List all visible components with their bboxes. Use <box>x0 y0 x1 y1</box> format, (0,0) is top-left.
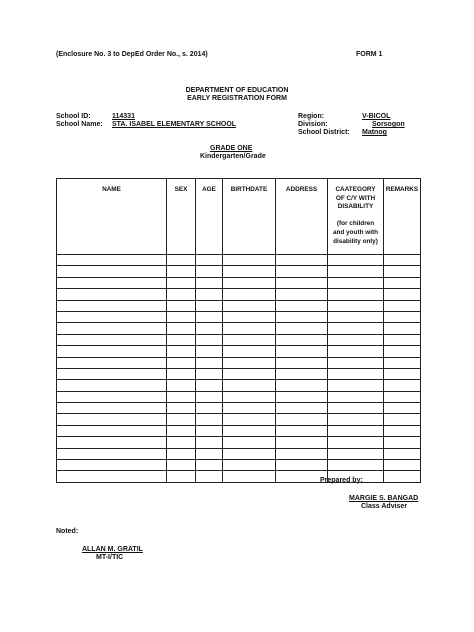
table-cell <box>196 323 223 334</box>
table-cell <box>167 357 196 368</box>
table-cell <box>167 346 196 357</box>
school-id-value: 114331 <box>112 113 135 120</box>
table-cell <box>196 437 223 448</box>
table-cell <box>223 414 276 425</box>
table-cell <box>328 323 384 334</box>
table-cell <box>196 403 223 414</box>
table-cell <box>196 414 223 425</box>
table-cell <box>196 357 223 368</box>
table-cell <box>57 448 167 459</box>
table-cell <box>328 448 384 459</box>
table-cell <box>328 334 384 345</box>
table-cell <box>276 277 328 288</box>
table-header-row <box>57 179 421 255</box>
table-row <box>57 255 421 266</box>
table-cell <box>57 334 167 345</box>
table-cell <box>276 414 328 425</box>
table-cell <box>223 266 276 277</box>
table-cell <box>196 471 223 482</box>
table-cell <box>276 323 328 334</box>
table-cell <box>276 460 328 471</box>
table-cell <box>223 300 276 311</box>
table-cell <box>328 289 384 300</box>
table-cell <box>276 334 328 345</box>
table-cell <box>196 277 223 288</box>
table-cell <box>196 346 223 357</box>
table-cell <box>384 323 421 334</box>
table-row <box>57 448 421 459</box>
noted-title: MT-I/TIC <box>96 554 124 561</box>
table-cell <box>384 346 421 357</box>
table-cell <box>276 255 328 266</box>
table-cell <box>167 425 196 436</box>
table-cell <box>223 334 276 345</box>
table-cell <box>196 448 223 459</box>
table-row <box>57 277 421 288</box>
table-cell <box>276 300 328 311</box>
table-row <box>57 437 421 448</box>
school-name-value: STA. ISABEL ELEMENTARY SCHOOL <box>112 121 237 128</box>
table-cell <box>167 471 196 482</box>
table-cell <box>328 380 384 391</box>
table-cell <box>328 414 384 425</box>
table-cell <box>223 277 276 288</box>
table-cell <box>167 403 196 414</box>
region-label: Region: <box>298 113 325 120</box>
school-id-label: School ID: <box>56 113 91 120</box>
district-value: Matnog <box>362 129 387 136</box>
table-cell <box>384 471 421 482</box>
table-cell <box>328 311 384 322</box>
table-cell <box>167 277 196 288</box>
table-cell <box>223 311 276 322</box>
table-cell <box>223 380 276 391</box>
registration-table <box>56 178 421 483</box>
table-row <box>57 425 421 436</box>
table-cell <box>167 414 196 425</box>
column-header-name: NAME <box>57 179 167 255</box>
table-cell <box>384 368 421 379</box>
table-cell <box>384 300 421 311</box>
table-cell <box>57 414 167 425</box>
prepared-by-name: MARGIE S. BANGAD <box>349 495 419 502</box>
table-cell <box>276 266 328 277</box>
table-cell <box>223 471 276 482</box>
table-row <box>57 414 421 425</box>
table-cell <box>196 334 223 345</box>
table-cell <box>57 403 167 414</box>
enclosure-note: (Enclosure No. 3 to DepEd Order No., s. 2014) <box>56 51 208 58</box>
table-cell <box>328 255 384 266</box>
prepared-by-title: Class Adviser <box>361 503 408 510</box>
table-cell <box>196 391 223 402</box>
table-cell <box>276 357 328 368</box>
table-cell <box>57 391 167 402</box>
table-cell <box>196 368 223 379</box>
column-header-disability-category: CAATEGORY OF C/Y WITH DISABILITY (for children and youth with disability only) <box>328 179 384 255</box>
table-cell <box>57 266 167 277</box>
table-cell <box>328 266 384 277</box>
table-cell <box>57 460 167 471</box>
table-cell <box>276 448 328 459</box>
table-cell <box>196 460 223 471</box>
column-header-birthdate: BIRTHDATE <box>223 179 276 255</box>
table-cell <box>276 391 328 402</box>
column-header-address: ADDRESS <box>276 179 328 255</box>
table-cell <box>328 300 384 311</box>
table-cell <box>276 289 328 300</box>
table-cell <box>167 323 196 334</box>
grade-value: GRADE ONE <box>210 145 253 152</box>
table-cell <box>328 437 384 448</box>
table-cell <box>167 334 196 345</box>
column-header-sex: SEX <box>167 179 196 255</box>
prepared-by-label: Prepared by: <box>320 477 363 484</box>
table-cell <box>57 368 167 379</box>
table-cell <box>223 255 276 266</box>
table-row <box>57 357 421 368</box>
table-cell <box>196 425 223 436</box>
table-cell <box>57 277 167 288</box>
division-value: Sorsogon <box>372 121 405 128</box>
table-row <box>57 289 421 300</box>
table-cell <box>196 380 223 391</box>
table-cell <box>384 380 421 391</box>
table-cell <box>276 368 328 379</box>
table-cell <box>167 255 196 266</box>
table-cell <box>167 289 196 300</box>
table-cell <box>223 425 276 436</box>
table-cell <box>384 266 421 277</box>
table-cell <box>384 357 421 368</box>
table-row <box>57 460 421 471</box>
division-label: Division: <box>298 121 328 128</box>
table-cell <box>223 323 276 334</box>
table-row <box>57 300 421 311</box>
table-cell <box>167 266 196 277</box>
table-row <box>57 334 421 345</box>
table-cell <box>384 403 421 414</box>
school-name-label: School Name: <box>56 121 103 128</box>
table-cell <box>196 289 223 300</box>
table-cell <box>57 289 167 300</box>
table-cell <box>196 311 223 322</box>
noted-label: Noted: <box>56 528 79 535</box>
table-row <box>57 368 421 379</box>
table-cell <box>167 380 196 391</box>
noted-name: ALLAN M. GRATIL <box>82 546 143 553</box>
table-cell <box>328 357 384 368</box>
table-cell <box>57 471 167 482</box>
district-label: School District: <box>298 129 350 136</box>
table-cell <box>223 403 276 414</box>
table-cell <box>223 448 276 459</box>
table-cell <box>384 311 421 322</box>
table-cell <box>167 368 196 379</box>
table-cell <box>223 391 276 402</box>
table-cell <box>384 255 421 266</box>
table-cell <box>223 437 276 448</box>
table-cell <box>384 391 421 402</box>
table-cell <box>167 300 196 311</box>
table-cell <box>57 323 167 334</box>
table-cell <box>384 437 421 448</box>
table-cell <box>276 425 328 436</box>
table-cell <box>196 255 223 266</box>
table-cell <box>223 368 276 379</box>
column-header-age: AGE <box>196 179 223 255</box>
table-body <box>57 255 421 483</box>
table-cell <box>384 448 421 459</box>
table-cell <box>276 403 328 414</box>
table-row <box>57 391 421 402</box>
table-cell <box>384 425 421 436</box>
table-cell <box>196 300 223 311</box>
table-cell <box>223 346 276 357</box>
column-header-remarks: REMARKS <box>384 179 421 255</box>
table-cell <box>328 403 384 414</box>
table-cell <box>223 357 276 368</box>
table-cell <box>328 277 384 288</box>
table-cell <box>328 346 384 357</box>
table-row <box>57 471 421 482</box>
table-cell <box>57 346 167 357</box>
table-cell <box>167 437 196 448</box>
table-cell <box>167 448 196 459</box>
table-cell <box>384 460 421 471</box>
table-cell <box>276 311 328 322</box>
form-title: EARLY REGISTRATION FORM <box>187 95 287 102</box>
table-row <box>57 266 421 277</box>
table-cell <box>328 391 384 402</box>
table-cell <box>57 357 167 368</box>
table-cell <box>57 300 167 311</box>
table-cell <box>328 425 384 436</box>
table-row <box>57 403 421 414</box>
table-row <box>57 346 421 357</box>
table-cell <box>328 460 384 471</box>
table-cell <box>384 414 421 425</box>
table-cell <box>57 425 167 436</box>
table-row <box>57 323 421 334</box>
table-cell <box>276 380 328 391</box>
table-cell <box>167 311 196 322</box>
table-cell <box>57 255 167 266</box>
table-cell <box>57 380 167 391</box>
table-cell <box>328 368 384 379</box>
table-cell <box>384 277 421 288</box>
table-cell <box>167 460 196 471</box>
table-cell <box>384 334 421 345</box>
table-cell <box>223 289 276 300</box>
table-cell <box>167 391 196 402</box>
grade-label: Kindergarten/Grade <box>200 153 266 160</box>
region-value: V-BICOL <box>362 113 391 120</box>
table-cell <box>384 289 421 300</box>
table-cell <box>276 437 328 448</box>
table-row <box>57 380 421 391</box>
form-number: FORM 1 <box>356 51 383 58</box>
table-cell <box>57 311 167 322</box>
table-cell <box>196 266 223 277</box>
table-cell <box>57 437 167 448</box>
table-cell <box>276 346 328 357</box>
department-title: DEPARTMENT OF EDUCATION <box>185 87 289 94</box>
table-row <box>57 311 421 322</box>
table-cell <box>223 460 276 471</box>
